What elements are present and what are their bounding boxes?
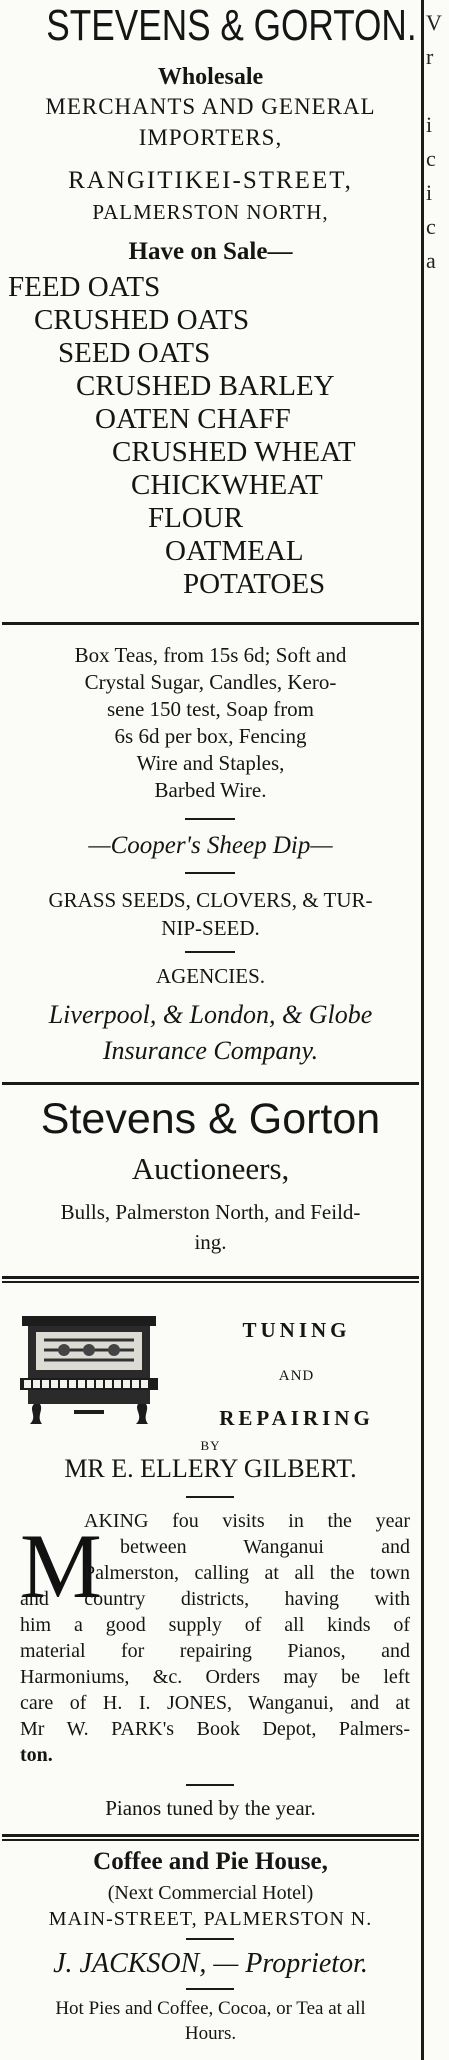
town-address: PALMERSTON NORTH, [92,200,329,224]
section-divider [2,1276,419,1279]
goods-item: CRUSHED WHEAT [112,436,356,468]
adjacent-letter: i [426,180,433,205]
have-on-sale-heading: Have on Sale— [128,238,293,265]
goods-item: OATEN CHAFF [95,403,291,435]
tuning-body-line: and country districts, having with [20,1588,410,1610]
piano-illustration [14,1310,164,1426]
section-divider [2,622,419,625]
goods-item: CHICKWHEAT [131,469,323,501]
coffee-house-proprietor: J. JACKSON, — Proprietor. [53,1948,368,1979]
tuning-body-line: between Wanganui and [120,1536,410,1558]
goods-item: OATMEAL [165,535,304,567]
seeds-line: NIP-SEED. [161,916,260,940]
goods-item: FEED OATS [8,271,161,303]
wholesale-heading: Wholesale [157,64,264,90]
sheep-dip-line: —Cooper's Sheep Dip— [88,832,333,859]
adjacent-letter: c [426,146,436,171]
short-rule [185,872,235,874]
auctioneers-address-1: Bulls, Palmerston North, and Feild- [60,1200,361,1224]
tuning-body-line: Mr W. PARK's Book Depot, Palmers- [20,1718,410,1740]
seeds-line: GRASS SEEDS, CLOVERS, & TUR- [48,888,373,912]
tuner-name: MR E. ELLERY GILBERT. [64,1454,357,1483]
goods-item: SEED OATS [58,337,211,369]
firm-name [0,0,421,52]
short-rule [186,1988,234,1990]
tuning-by: BY [200,1438,221,1453]
adjacent-letter: c [426,214,436,239]
sundries-line: Crystal Sugar, Candles, Kero- [84,670,337,694]
goods-item: POTATOES [183,568,326,600]
coffee-house-title: Coffee and Pie House, [93,1848,328,1875]
coffee-house-street: MAIN-STREET, PALMERSTON N. [48,1908,373,1930]
goods-item: CRUSHED BARLEY [76,370,335,402]
sundries-line: 6s 6d per box, Fencing [114,724,307,748]
sundries-line: sene 150 test, Soap from [106,697,315,721]
agencies-line-2: Insurance Company. [102,1036,319,1065]
auctioneers-title: Auctioneers, [131,1151,290,1186]
auctioneers-name: Stevens & Gorton [40,1095,381,1143]
agencies-line-1: Liverpool, & London, & Globe [48,1000,373,1029]
tuning-heading: TUNING [242,1318,351,1342]
firm-name-text: STEVENS & GORTON. [46,1,417,50]
merchants-line-2: IMPORTERS, [138,125,283,150]
adjacent-letter: r [426,44,434,69]
section-divider [2,1834,419,1837]
goods-item: CRUSHED OATS [34,304,250,336]
tuning-and: AND [278,1368,315,1384]
section-divider [2,1082,419,1085]
coffee-house-line-2: Hours. [184,2023,237,2044]
tuning-body-line: care of H. I. JONES, Wanganui, and at [20,1692,410,1714]
tuning-body-line: AKING fou visits in the year [84,1510,410,1532]
column-rule [421,0,424,2060]
sundries-line: Box Teas, from 15s 6d; Soft and [74,643,347,667]
section-divider [2,1281,419,1283]
short-rule [186,1784,234,1786]
short-rule [185,818,235,820]
short-rule [186,1496,234,1498]
adjacent-letter [426,74,449,108]
coffee-house-location: (Next Commercial Hotel) [107,1882,314,1904]
coffee-house-line-1: Hot Pies and Coffee, Cocoa, or Tea at all [55,1998,366,2019]
repairing-heading: REPAIRING [219,1406,374,1430]
adjacent-letter: a [426,248,436,273]
tuning-body-line: material for repairing Pianos, and [20,1640,410,1662]
sundries-line: Wire and Staples, [136,751,285,775]
auctioneers-address-2: ing. [194,1230,227,1254]
section-divider [2,1839,419,1841]
tuning-body-line: him a good supply of all kinds of [20,1614,410,1636]
adjacent-letter: V [426,10,442,35]
short-rule [185,951,235,953]
tuning-body-line: Palmerston, calling at all the town [84,1562,410,1584]
tuning-body-line: ton. [20,1744,53,1766]
goods-item: FLOUR [148,502,244,534]
adjacent-letter: i [426,112,433,137]
drop-cap: M [20,1515,102,1617]
short-rule [186,1938,234,1940]
sundries-line: Barbed Wire. [154,778,267,802]
tuning-footer: Pianos tuned by the year. [105,1796,316,1820]
street-address: RANGITIKEI-STREET, [68,167,353,194]
adjacent-column-fragment [426,6,449,278]
agencies-heading: AGENCIES. [155,964,266,988]
merchants-line-1: MERCHANTS AND GENERAL [45,94,376,119]
tuning-body-line: Harmoniums, &c. Orders may be left [20,1666,410,1688]
